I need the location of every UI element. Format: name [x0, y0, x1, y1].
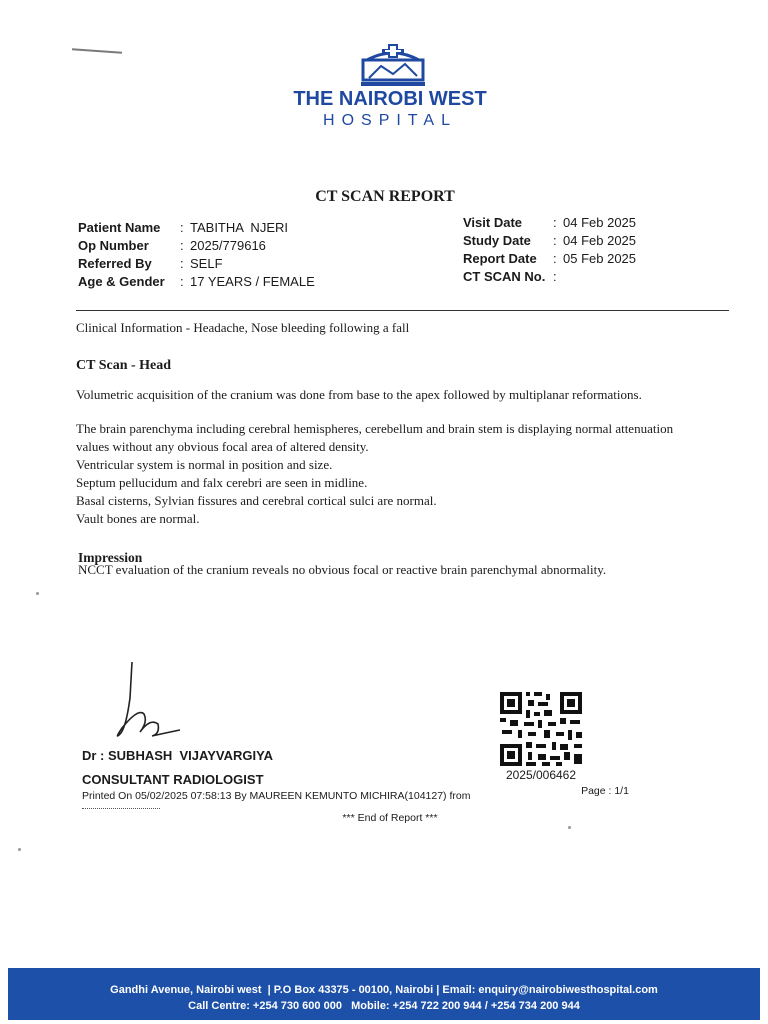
end-of-report: *** End of Report ***: [342, 812, 438, 824]
footer-contacts: Call Centre: +254 730 600 000 Mobile: +254 722 200 944 / +254 734 200 944: [188, 1000, 580, 1012]
report-date-label: Report Date: [463, 251, 537, 266]
finding-item: Septum pellucidum and falx cerebri are seen in midline.: [76, 475, 368, 490]
study-date-value: 04 Feb 2025: [563, 233, 637, 248]
age-gender-label: Age & Gender: [78, 274, 165, 289]
section-title: CT Scan - Head: [76, 358, 172, 373]
op-number-value: 2025/779616: [190, 238, 266, 253]
hospital-name: THE NAIROBI WEST: [293, 88, 487, 110]
patient-name-value: TABITHA NJERI: [190, 220, 288, 235]
hospital-subtitle: HOSPITAL: [323, 112, 457, 129]
study-date-label: Study Date: [463, 233, 531, 248]
divider: [76, 310, 729, 311]
acquisition-paragraph: Volumetric acquisition of the cranium was done from base to the apex followed by multiplanar reformations.: [76, 387, 642, 402]
report-title: CT SCAN REPORT: [315, 188, 455, 205]
doctor-title: CONSULTANT RADIOLOGIST: [82, 772, 264, 787]
signature-image: [110, 658, 190, 744]
scan-speck: [18, 848, 21, 851]
qr-code-icon: [498, 690, 584, 768]
finding-item: The brain parenchyma including cerebral hemispheres, cerebellum and brain stem is displaying normal attenuation values without any obvious focal area of altered density.: [76, 421, 674, 454]
age-gender-value: 17 YEARS / FEMALE: [190, 274, 315, 289]
ct-scan-number-label: CT SCAN No.: [463, 269, 546, 284]
finding-item: Basal cisterns, Sylvian fissures and cerebral cortical sulci are normal.: [76, 493, 437, 508]
clinical-information: Clinical Information - Headache, Nose bleeding following a fall: [76, 320, 410, 335]
finding-item: Ventricular system is normal in position and size.: [76, 457, 333, 472]
visit-date-value: 04 Feb 2025: [563, 215, 637, 230]
footer: [8, 968, 760, 1020]
date-info: [463, 215, 673, 286]
impression-heading: Impression: [78, 550, 143, 565]
finding-item: Vault bones are normal.: [76, 511, 200, 526]
op-number-label: Op Number: [78, 238, 149, 253]
patient-name-label: Patient Name: [78, 220, 161, 235]
hospital-logo-icon: [357, 42, 429, 88]
page-number: Page : 1/1: [581, 785, 629, 797]
visit-date-label: Visit Date: [463, 215, 523, 230]
colon: :: [180, 274, 184, 289]
referred-by-value: SELF: [190, 256, 223, 271]
ct-scan-number-value: [563, 269, 673, 286]
pen-mark: [72, 48, 122, 53]
colon: :: [180, 238, 184, 253]
report-date-value: 05 Feb 2025: [563, 251, 637, 266]
scan-speck: [568, 826, 571, 829]
qr-number: 2025/006462: [505, 768, 577, 782]
colon: :: [553, 251, 557, 266]
printed-on: Printed On 05/02/2025 07:58:13 By MAUREEN KEMUNTO MICHIRA(104127) from: [82, 790, 471, 802]
printed-continuation: [82, 808, 160, 810]
colon: :: [553, 215, 557, 230]
colon: :: [553, 233, 557, 248]
colon: :: [553, 269, 557, 284]
referred-by-label: Referred By: [78, 256, 152, 271]
colon: :: [180, 220, 184, 235]
findings: [76, 420, 706, 528]
impression-text: NCCT evaluation of the cranium reveals no obvious focal or reactive brain parenchymal abnormality.: [78, 562, 607, 577]
patient-info: [78, 220, 360, 291]
doctor-name: Dr : SUBHASH VIJAYVARGIYA: [82, 748, 273, 763]
footer-address: Gandhi Avenue, Nairobi west | P.O Box 43375 - 00100, Nairobi | Email: enquiry@nairobiwesthospital.com: [110, 984, 658, 996]
scan-speck: [36, 592, 39, 595]
colon: :: [180, 256, 184, 271]
